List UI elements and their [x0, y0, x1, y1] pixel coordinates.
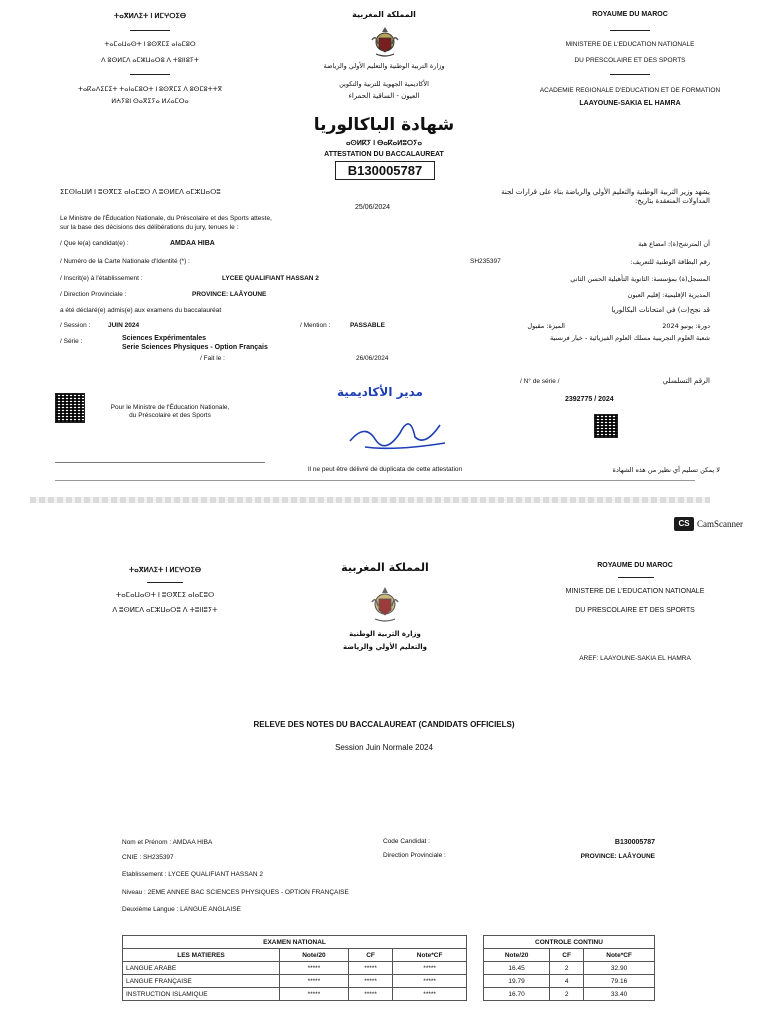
grade-cell: ***** [280, 988, 349, 1001]
fait-value: 26/06/2024 [356, 355, 389, 362]
grade-cell: 16.70 [484, 988, 550, 1001]
serial-value: 2392775 / 2024 [565, 396, 614, 403]
tif-header-line5: ⵍⵄⵢⵓⵏ ⵙⴰⴳⵉⵢⴰ ⵍⵃⴰⵎⵔⴰ [111, 98, 189, 105]
serie-ar: شعبة العلوم التجريبية مسلك العلوم الفيزيائية - خيار فرنسية [550, 334, 710, 342]
tif-header-line3: ⴷ ⵓⵙⵍⵎⴷ ⴰⵎⵣⵡⴰⵔⵓ ⴷ ⵜⵓⵏⵏⵓⵢⵜ [101, 57, 199, 64]
fr-ministry: MINISTERE DE L'EDUCATION NATIONALE [565, 41, 695, 48]
field-name-ar: أن المترشح(ة): امضاع هبة [638, 240, 710, 248]
serial-label: / N° de série / [520, 378, 560, 385]
grade-cell: 19.79 [484, 975, 550, 988]
tif-header-line1: ⵜⴰⴳⵍⴷⵉⵜ ⵏ ⵍⵎⵖⵔⵉⴱ [113, 13, 187, 20]
releve-session: Session Juin Normale 2024 [335, 743, 433, 752]
col-header: Note/20 [280, 949, 349, 962]
grade-cell: 2 [550, 962, 584, 975]
releve-fr-ministry2: DU PRESCOLAIRE ET DES SPORTS [575, 607, 695, 614]
field-etab-ar: المسجل(ة) بمؤسسة: الثانوية التأهيلية الحسن الثاني [570, 275, 710, 283]
table-row [484, 975, 655, 988]
signature-icon [345, 403, 455, 453]
footer-ar: لا يمكن تسليم أي نظير من هذه الشهادة [612, 466, 720, 474]
signer-fr2: du Préscolaire et des Sports [129, 412, 211, 419]
mention-label: / Mention : [300, 322, 331, 329]
releve-tif-line2: ⵜⴰⵎⴰⵡⴰⵙⵜ ⵏ ⵓⵙⴳⵎⵉ ⴰⵏⴰⵎⵓⵔ [115, 592, 215, 599]
field-dir-label: / Direction Provinciale : [60, 291, 127, 298]
releve-name: Nom et Prénom : AMDAA HIBA [122, 839, 213, 846]
controle-title: CONTROLE CONTINU [484, 936, 655, 949]
grade-cell: ***** [280, 975, 349, 988]
ar-academy: الأكاديمية الجهوية للتربية والتكوين [339, 80, 429, 88]
camscanner-label: CamScanner [697, 519, 743, 529]
releve-tif-line3: ⴷ ⵓⵙⵍⵎⴷ ⴰⵎⵣⵡⴰⵔⵓ ⴷ ⵜⵓⵏⵏⵓⵢⵜ [112, 607, 218, 614]
subject-cell: INSTRUCTION ISLAMIQUE [123, 988, 280, 1001]
ar-region: العيون - الساقية الحمراء [348, 92, 420, 100]
serie-label: / Série : [60, 338, 83, 345]
releve-ar-ministry2: والتعليم الأولي والرياضة [343, 643, 427, 651]
field-cin-value: SH235397 [470, 258, 501, 265]
releve-code-label: Code Candidat : [383, 838, 430, 845]
fr-region: LAAYOUNE-SAKIA EL HAMRA [579, 100, 681, 107]
releve-title: RELEVE DES NOTES DU BACCALAUREAT (CANDIDATS OFFICIELS) [253, 720, 515, 729]
releve-code-value: B130005787 [614, 839, 655, 846]
title-fr: ATTESTATION DU BACCALAUREAT [324, 151, 444, 158]
subject-cell: LANGUE ARABE [123, 962, 280, 975]
session-value: JUIN 2024 [108, 322, 140, 329]
royal-crest-icon [368, 24, 402, 58]
subject-cell: LANGUE FRANÇAISE [123, 975, 280, 988]
signer-fr1: Pour le Ministre de l'Éducation Nationale, [110, 404, 230, 411]
grade-cell: 16.45 [484, 962, 550, 975]
field-etab-value: LYCEE QUALIFIANT HASSAN 2 [222, 275, 319, 282]
col-header: CF [348, 949, 392, 962]
col-header: CF [550, 949, 584, 962]
qr-code-right-icon [594, 414, 618, 438]
title-tif: ⴰⵙⵍⴽⵢ ⵏ ⴱⴰⴽⴰⵍⵓⵔⵢⴰ [345, 140, 423, 147]
col-header: Note*CF [584, 949, 655, 962]
releve-niveau: Niveau : 2EME ANNEE BAC SCIENCES PHYSIQUES - OPTION FRANÇAISE [122, 889, 349, 896]
grade-cell: 79.16 [584, 975, 655, 988]
mention-ar: الميزة: مقبول [527, 322, 565, 330]
certificate-number: B130005787 [335, 161, 435, 180]
session-ar: دورة: يونيو 2024 [662, 322, 710, 330]
releve-ar-kingdom: المملكة المغربية [341, 561, 429, 574]
releve-langue: Deuxième Langue : LANGUE ANGLAISE [122, 906, 241, 913]
intro-fr1: Le Ministre de l'Éducation Nationale, du Préscolaire et des Sports atteste, [60, 215, 272, 222]
camscanner-logo-icon: CS [674, 517, 694, 531]
field-cin-label: / Numéro de la Carte Nationale d'Identité (*) : [60, 258, 190, 265]
releve-fr-region: AREF: LAAYOUNE-SAKIA EL HAMRA [579, 655, 691, 662]
grade-cell: ***** [348, 988, 392, 1001]
grade-cell: ***** [348, 962, 392, 975]
tif-header-line4: ⵜⴰⴽⴰⴷⵉⵎⵉⵜ ⵜⴰⵏⴰⵎⵓⵔⵜ ⵏ ⵓⵙⴳⵎⵉ ⴷ ⵓⵙⵎⵓⵜⵜⴳ [77, 86, 223, 93]
mention-value: PASSABLE [350, 322, 385, 329]
releve-fr-ministry: MINISTERE DE L'EDUCATION NATIONALE [565, 588, 705, 595]
tif-header-line2: ⵜⴰⵎⴰⵡⴰⵙⵜ ⵏ ⵓⵙⴳⵎⵉ ⴰⵏⴰⵎⵓⵔ [104, 41, 196, 48]
national-title: EXAMEN NATIONAL [123, 936, 467, 949]
table-row [123, 988, 467, 1001]
releve-crest-icon [368, 584, 402, 624]
serial-ar: الرقم التسلسلي [662, 377, 710, 385]
field-admis-ar: قد نجح(ت) في امتحانات البكالوريا [611, 306, 710, 314]
releve-direction-value: PROVINCE: LAÂYOUNE [580, 853, 655, 860]
footer-fr: Il ne peut être délivré de duplicata de cette attestation [307, 466, 463, 473]
releve-cnie: CNIE : SH235397 [122, 854, 174, 861]
col-header: Note/20 [484, 949, 550, 962]
fr-kingdom: ROYAUME DU MAROC [592, 11, 668, 18]
signer-ar: مدير الأكاديمية [337, 385, 423, 399]
field-name-value: AMDAA HIBA [170, 240, 215, 247]
session-label: / Session : [60, 322, 91, 329]
serie-value2: Serie Sciences Physiques - Option Français [122, 344, 268, 351]
serie-value1: Sciences Expérimentales [122, 335, 207, 342]
fait-label: / Fait le : [200, 355, 225, 362]
grade-cell: 2 [550, 988, 584, 1001]
field-dir-ar: المديرية الإقليمية: إقليم العيون [627, 291, 710, 299]
col-header: Note*CF [393, 949, 467, 962]
table-row [484, 988, 655, 1001]
grade-cell: 32.90 [584, 962, 655, 975]
table-row [484, 962, 655, 975]
intro-date: 25/06/2024 [355, 204, 391, 211]
grade-cell: ***** [280, 962, 349, 975]
intro-tif: ⵉⵎⵙⵏⴰⵡⵍ ⵏ ⵓⵙⴳⵎⵉ ⴰⵏⴰⵎⵓⵔ ⴷ ⵓⵙⵍⵎⴷ ⴰⵎⵣⵡⴰⵔⵓ [60, 189, 221, 196]
field-admis-label: a été déclaré(e) admis(e) aux examens du baccalauréat [60, 307, 222, 314]
field-etab-label: / Inscrit(e) à l'établissement : [60, 275, 143, 282]
table-row [123, 975, 467, 988]
grade-cell: ***** [348, 975, 392, 988]
grade-cell: 4 [550, 975, 584, 988]
ar-ministry: وزارة التربية الوطنية والتعليم الأولي والرياضة [323, 62, 445, 70]
col-header: LES MATIERES [123, 949, 280, 962]
releve-direction-label: Direction Provinciale : [383, 852, 446, 859]
field-dir-value: PROVINCE: LAÂYOUNE [192, 291, 267, 298]
controle-continu-table [483, 935, 655, 1001]
table-row [123, 962, 467, 975]
releve-ar-ministry1: وزارة التربية الوطنية [349, 630, 421, 638]
releve-etab: Etablissement : LYCEE QUALIFIANT HASSAN 2 [122, 871, 264, 878]
releve-tif-line1: ⵜⴰⴳⵍⴷⵉⵜ ⵏ ⵍⵎⵖⵔⵉⴱ [128, 567, 202, 574]
qr-code-left-icon [55, 393, 85, 423]
grade-cell: ***** [393, 975, 467, 988]
page-separator [30, 497, 710, 503]
grade-cell: ***** [393, 962, 467, 975]
fr-academy: ACADEMIE REGIONALE D'EDUCATION ET DE FORMATION [539, 87, 721, 94]
grade-cell: 33.40 [584, 988, 655, 1001]
field-name-label: / Que le(a) candidat(e) : [60, 240, 129, 247]
fr-ministry2: DU PRESCOLAIRE ET DES SPORTS [574, 57, 686, 64]
intro-ar: يشهد وزير التربية الوطنية والتعليم الأولي والرياضة بناء على قرارات لجنة المداولات المنعقدة بتاريخ: [501, 188, 710, 205]
title-ar: شهادة الباكالوريا [313, 115, 455, 135]
grade-cell: ***** [393, 988, 467, 1001]
national-exam-table [122, 935, 467, 1001]
ar-kingdom: المملكة المغربية [352, 10, 416, 19]
intro-fr2: sur la base des décisions des délibérations du jury, tenues le : [60, 224, 239, 231]
field-cin-ar: رقم البطاقة الوطنية للتعريف: [630, 258, 710, 266]
releve-fr-kingdom: ROYAUME DU MAROC [597, 562, 673, 569]
